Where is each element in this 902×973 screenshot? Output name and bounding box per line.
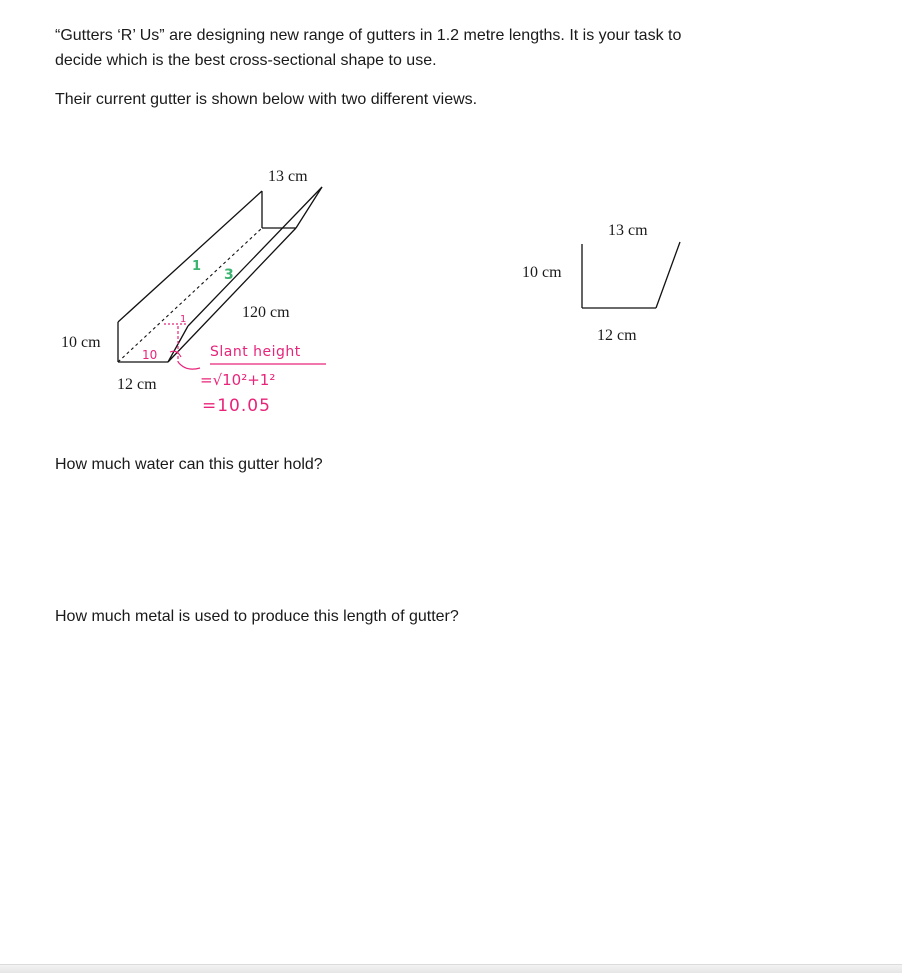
gutter-edge-far-slant	[296, 187, 322, 228]
gutter-edge-back-top	[118, 191, 262, 322]
cross-label-base-12cm: 12 cm	[597, 327, 637, 344]
annotation-formula: =√10²+1²	[200, 371, 276, 389]
question-metal-used: How much metal is used to produce this length of gutter?	[55, 608, 459, 625]
annotation-green-mark-2: 3	[224, 267, 234, 283]
gutter-edge-front-base	[168, 228, 296, 362]
cross-section-diagram	[510, 210, 690, 350]
intro-line-1: “Gutters ‘R’ Us” are designing new range of gutters in 1.2 metre lengths. It is your task to	[55, 27, 682, 44]
annotation-slant-title: Slant height	[210, 344, 301, 360]
annotation-height-mark: 10	[142, 348, 158, 362]
gutter-edge-hidden	[118, 228, 262, 362]
annotation-pointer-arrow	[178, 362, 200, 369]
question-water-capacity: How much water can this gutter hold?	[55, 456, 323, 473]
gutter-3d-diagram	[0, 150, 420, 430]
cross-label-top-13cm: 13 cm	[608, 222, 648, 239]
cross-label-height-10cm: 10 cm	[522, 264, 562, 281]
label-base-12cm: 12 cm	[117, 376, 157, 393]
intro-line-3: Their current gutter is shown below with two different views.	[55, 91, 478, 108]
annotation-green-mark-1: 1	[192, 259, 202, 274]
intro-line-2: decide which is the best cross-sectional shape to use.	[55, 52, 437, 69]
label-length-120cm: 120 cm	[242, 304, 290, 321]
label-top-13cm: 13 cm	[268, 168, 308, 185]
annotation-result: =10.05	[202, 396, 271, 416]
annotation-offset-mark: 1	[180, 314, 187, 325]
label-height-10cm: 10 cm	[61, 334, 101, 351]
cross-section-slant	[656, 242, 680, 308]
